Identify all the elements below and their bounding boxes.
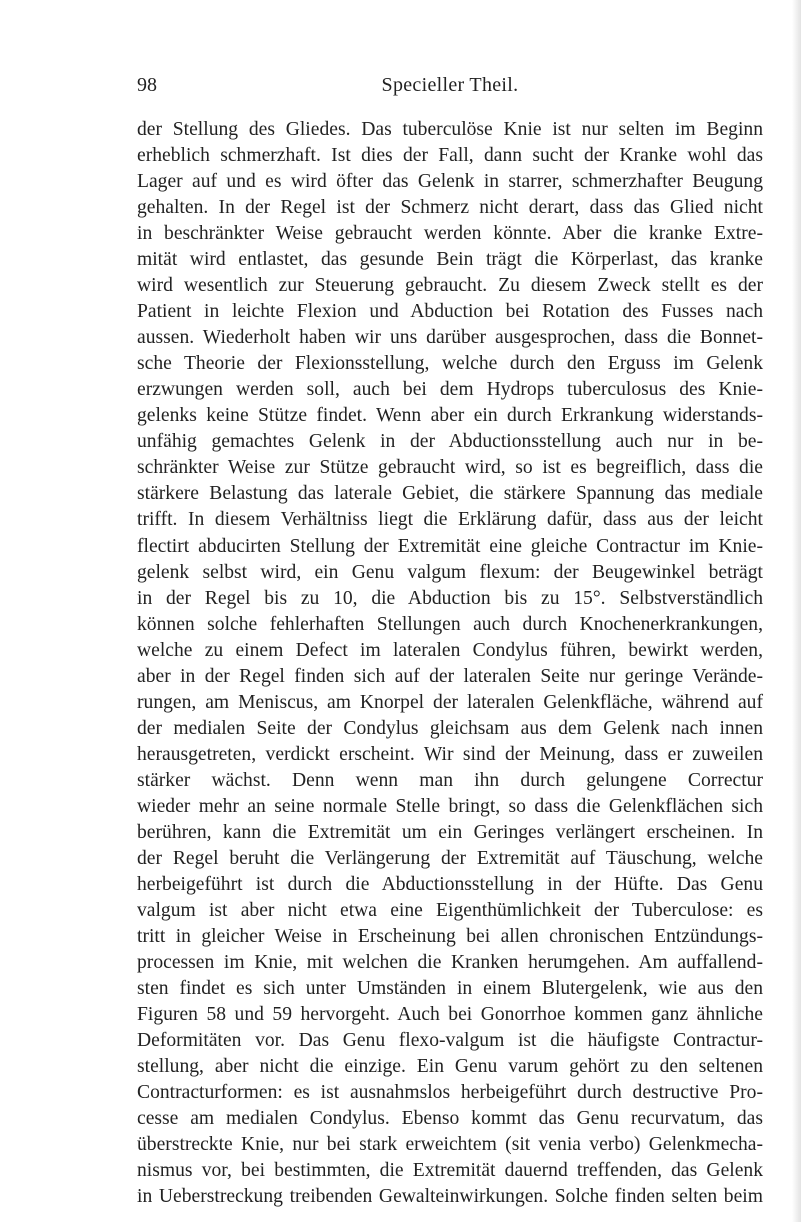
text-line: nismus vor, bei bestimmten, die Extremität dauernd treffenden, das Gelenk [137,1160,763,1182]
text-line: können solche fehlerhaften Stellungen auch durch Knochenerkrankungen, [137,613,763,635]
text-line: berühren, kann die Extremität um ein Geringes verlängert erscheinen. In [137,821,763,843]
text-line: wird wesentlich zur Steuerung gebraucht. Zu diesem Zweck stellt es der [137,275,763,297]
text-line: stärker wächst. Denn wenn man ihn durch gelungene Correctur [137,769,763,791]
text-line: stellung, aber nicht die einzige. Ein Genu varum gehört zu den seltenen [137,1056,763,1078]
text-line: mität wird entlastet, das gesunde Bein trägt die Körperlast, das kranke [137,249,763,271]
text-line: Figuren 58 und 59 hervorgeht. Auch bei Gonorrhoe kommen ganz ähnliche [137,1004,763,1026]
text-line: in beschränkter Weise gebraucht werden könnte. Aber die kranke Extre- [137,223,763,245]
text-line: der Stellung des Gliedes. Das tuberculöse Knie ist nur selten im Beginn [137,119,763,140]
text-line: aber in der Regel finden sich auf der lateralen Seite nur geringe Verände- [137,665,763,687]
text-line: sten findet es sich unter Umständen in einem Blutergelenk, wie aus den [137,978,763,1000]
text-line: Deformitäten vor. Das Genu flexo-valgum ist die häufigste Contractur- [137,1030,763,1052]
text-line: gehalten. In der Regel ist der Schmerz nicht derart, dass das Glied nicht [137,197,763,219]
text-line: gelenk selbst wird, ein Genu valgum flexum: der Beugewinkel beträgt [137,561,763,583]
running-head: Specieller Theil. [381,74,519,96]
text-line: cesse am medialen Condylus. Ebenso kommt das Genu recurvatum, das [137,1108,763,1130]
text-line: überstreckte Knie, nur bei stark erweichtem (sit venia verbo) Gelenkmecha- [137,1134,763,1156]
text-line: der Regel beruht die Verlängerung der Extremität auf Täuschung, welche [137,847,763,869]
text-line: welche zu einem Defect im lateralen Condylus führen, bewirkt werden, [137,639,763,661]
text-line: aussen. Wiederholt haben wir uns darüber ausgesprochen, dass die Bonnet- [137,327,763,349]
text-line: herausgetreten, verdickt erscheint. Wir sind der Meinung, dass er zuweilen [137,743,763,765]
text-line: valgum ist aber nicht etwa eine Eigenthümlichkeit der Tuberculose: es [137,899,763,921]
text-line: wieder mehr an seine normale Stelle bringt, so dass die Gelenkflächen sich [137,795,763,817]
text-line: erzwungen werden soll, auch bei dem Hydrops tuberculosus des Knie- [137,379,763,401]
text-line: schränkter Weise zur Stütze gebraucht wird, so ist es begreiflich, dass die [137,457,763,479]
text-line: Patient in leichte Flexion und Abduction bei Rotation des Fusses nach [137,301,763,323]
text-line: trifft. In diesem Verhältniss liegt die Erklärung dafür, dass aus der leicht [137,509,763,531]
text-line: in Ueberstreckung treibenden Gewalteinwirkungen. Solche finden selten beim [137,1186,763,1208]
page-header [137,74,763,102]
text-line: stärkere Belastung das laterale Gebiet, die stärkere Spannung das mediale [137,483,763,505]
text-line: Lager auf und es wird öfter das Gelenk in starrer, schmerzhafter Beugung [137,171,763,193]
text-line: sche Theorie der Flexionsstellung, welche durch den Erguss im Gelenk [137,353,763,375]
text-line: flectirt abducirten Stellung der Extremität eine gleiche Contractur im Knie- [137,535,763,557]
text-line: processen im Knie, mit welchen die Kranken herumgehen. Am auffallend- [137,952,763,973]
text-line: in der Regel bis zu 10, die Abduction bis zu 15°. Selbstverständlich [137,587,763,609]
text-line: der medialen Seite der Condylus gleichsam aus dem Gelenk nach innen [137,717,763,739]
body-text [137,117,763,1210]
text-line: gelenks keine Stütze findet. Wenn aber ein durch Erkrankung widerstands- [137,405,763,427]
text-line: Contracturformen: es ist ausnahmslos herbeigeführt durch destructive Pro- [137,1082,763,1104]
text-line: tritt in gleicher Weise in Erscheinung bei allen chronischen Entzündungs- [137,925,763,947]
page-number: 98 [137,74,157,96]
scan-page-edge [792,0,801,1222]
text-line: herbeigeführt ist durch die Abductionsstellung in der Hüfte. Das Genu [137,873,763,895]
text-line: erheblich schmerzhaft. Ist dies der Fall, dann sucht der Kranke wohl das [137,145,763,167]
text-line: rungen, am Meniscus, am Knorpel der lateralen Gelenkfläche, während auf [137,691,763,713]
text-line: unfähig gemachtes Gelenk in der Abductionsstellung auch nur in be- [137,431,763,453]
